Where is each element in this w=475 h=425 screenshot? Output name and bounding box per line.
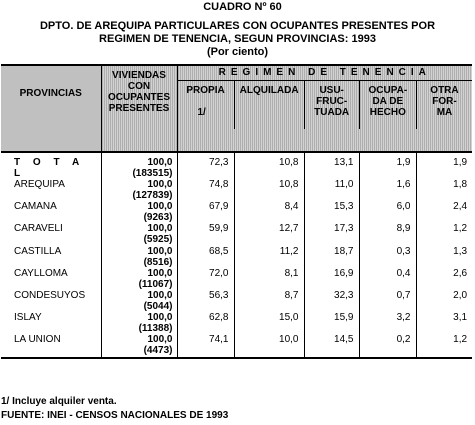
column-header-provincias: PROVINCIAS: [1, 65, 101, 152]
table-row: [1, 312, 472, 334]
column-header-propia: PROPIA 1/: [186, 85, 225, 118]
propia-cell: 59,9: [177, 223, 234, 245]
row-label: T O T A L: [14, 157, 84, 179]
table-row: [1, 290, 472, 312]
viviendas-cell: 100,0 (127839): [101, 179, 177, 201]
row-label: CAYLLOMA: [14, 267, 68, 279]
table-title-line-1: DPTO. DE AREQUIPA PARTICULARES CON OCUPANTES PRESENTES POR: [39, 20, 436, 32]
column-header-viviendas: VIVIENDAS CON OCUPANTES PRESENTES: [101, 65, 177, 152]
propia-cell: 68,5: [177, 246, 234, 268]
ocupada-cell: 3,2: [359, 312, 416, 334]
viviendas-cell: 100,0 (4473): [101, 334, 177, 357]
propia-cell: 74,1: [177, 334, 234, 357]
row-label: CARAVELI: [14, 223, 63, 235]
usufructuada-cell: 13,1: [304, 152, 359, 179]
row-label: AREQUIPA: [14, 179, 65, 190]
row-label: CAMANA: [14, 201, 57, 213]
table-unit-note: (Por ciento): [206, 46, 269, 58]
row-label: ISLAY: [14, 312, 42, 324]
row-label: CONDESUYOS: [14, 289, 86, 301]
table-body: [1, 152, 472, 358]
ocupada-cell: 6,0: [359, 201, 416, 223]
table-row: [1, 179, 472, 201]
column-header-alquilada: ALQUILADA: [234, 81, 304, 129]
table-row: [1, 223, 472, 245]
usufructuada-cell: 17,3: [304, 223, 359, 245]
otra-cell: 2,0: [416, 290, 472, 312]
propia-cell: 56,3: [177, 290, 234, 312]
table-row: [1, 334, 472, 357]
ocupada-cell: 1,9: [359, 152, 416, 179]
usufructuada-cell: 18,7: [304, 246, 359, 268]
viviendas-cell: 100,0 (11067): [101, 268, 177, 290]
ocupada-cell: 0,3: [359, 246, 416, 268]
viviendas-cell: 100,0 (5044): [101, 290, 177, 312]
viviendas-cell: 100,0 (8516): [101, 246, 177, 268]
otra-cell: 3,1: [416, 312, 472, 334]
propia-cell: 67,9: [177, 201, 234, 223]
table-row: [1, 268, 472, 290]
alquilada-cell: 15,0: [234, 312, 304, 334]
usufructuada-cell: 32,3: [304, 290, 359, 312]
column-header-ocupada: OCUPA- DA DE HECHO: [359, 81, 416, 129]
usufructuada-cell: 11,0: [304, 179, 359, 201]
table-number: CUADRO Nº 60: [203, 1, 282, 13]
table-row: [1, 201, 472, 223]
alquilada-cell: 10,8: [234, 179, 304, 201]
ocupada-cell: 8,9: [359, 223, 416, 245]
table-row: [1, 246, 472, 268]
ocupada-cell: 1,6: [359, 179, 416, 201]
row-label: CASTILLA: [14, 245, 62, 257]
otra-cell: 2,6: [416, 268, 472, 290]
regimen-header-label: REGIMEN DE TENENCIA: [178, 66, 473, 81]
table-row: [1, 152, 472, 179]
ocupada-cell: 0,2: [359, 334, 416, 357]
ocupada-cell: 0,4: [359, 268, 416, 290]
otra-cell: 1,8: [416, 179, 472, 201]
alquilada-cell: 10,8: [234, 152, 304, 179]
viviendas-cell: 100,0 (183515): [101, 152, 177, 179]
propia-cell: 72,0: [177, 268, 234, 290]
source-note: FUENTE: INEI - CENSOS NACIONALES DE 1993: [1, 410, 229, 421]
column-header-otra: OTRA FOR- MA: [416, 81, 472, 129]
usufructuada-cell: 16,9: [304, 268, 359, 290]
regimen-group-header: [177, 65, 472, 152]
otra-cell: 1,2: [416, 334, 472, 357]
viviendas-cell: 100,0 (5925): [101, 223, 177, 245]
alquilada-cell: 8,7: [234, 290, 304, 312]
otra-cell: 1,2: [416, 223, 472, 245]
viviendas-cell: 100,0 (11388): [101, 312, 177, 334]
table-title-line-2: REGIMEN DE TENENCIA, SEGUN PROVINCIAS: 1993: [99, 33, 376, 45]
viviendas-cell: 100,0 (9263): [101, 201, 177, 223]
column-header-usufructuada: USU- FRUC- TUADA: [304, 81, 359, 129]
propia-cell: 74,8: [177, 179, 234, 201]
ocupada-cell: 0,7: [359, 290, 416, 312]
usufructuada-cell: 15,9: [304, 312, 359, 334]
alquilada-cell: 8,4: [234, 201, 304, 223]
usufructuada-cell: 14,5: [304, 334, 359, 357]
propia-cell: 72,3: [177, 152, 234, 179]
row-label: LA UNION: [14, 334, 61, 346]
otra-cell: 1,3: [416, 246, 472, 268]
footnote: 1/ Incluye alquiler venta.: [1, 396, 117, 407]
alquilada-cell: 10,0: [234, 334, 304, 357]
otra-cell: 2,4: [416, 201, 472, 223]
data-table: [1, 64, 472, 359]
alquilada-cell: 11,2: [234, 246, 304, 268]
alquilada-cell: 12,7: [234, 223, 304, 245]
propia-cell: 62,8: [177, 312, 234, 334]
usufructuada-cell: 15,3: [304, 201, 359, 223]
otra-cell: 1,9: [416, 152, 472, 179]
alquilada-cell: 8,1: [234, 268, 304, 290]
